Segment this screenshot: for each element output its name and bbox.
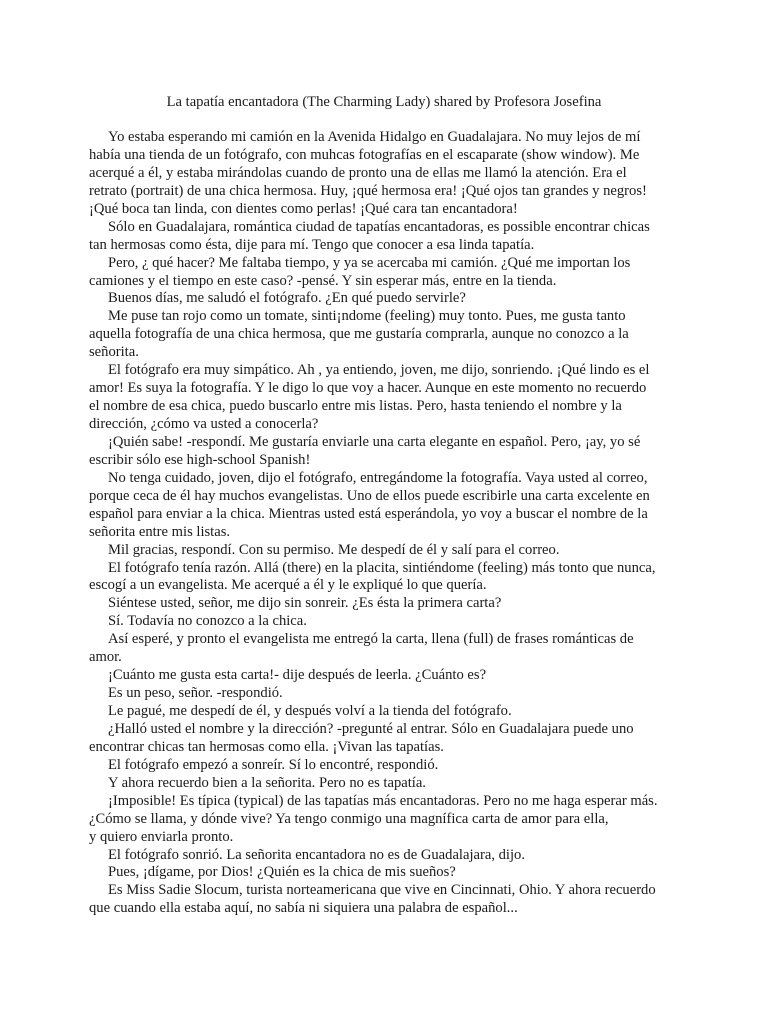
- text-line: retrato (portrait) de una chica hermosa. Huy, ¡qué hermosa era! ¡Qué ojos tan grandes y negros!: [89, 182, 647, 199]
- text-line: El fotógrafo era muy simpático. Ah , ya entiendo, joven, me dijo, sonriendo. ¡Qué lindo es el: [108, 362, 650, 379]
- text-line: y quiero enviarla pronto.: [89, 828, 234, 845]
- text-line: español para enviar a la chica. Mientras usted está esperándola, yo voy a buscar el nombre de la: [89, 505, 648, 522]
- text-line: ¡Imposible! Es típica (typical) de las tapatías más encantadoras. Pero no me haga esperar más.: [108, 792, 658, 809]
- document-body: [89, 129, 689, 918]
- text-line: Es Miss Sadie Slocum, turista norteamericana que vive en Cincinnati, Ohio. Y ahora recuerdo: [108, 882, 656, 899]
- text-line: acerqué a él, y estaba mirándolas cuando de pronto una de ellas me llamó la atención. Era el: [89, 164, 627, 181]
- text-line: Pues, ¡dígame, por Dios! ¿Quién es la chica de mis sueños?: [108, 864, 456, 881]
- text-line: Así esperé, y pronto el evangelista me entregó la carta, llena (full) de frases románticas de: [108, 631, 634, 648]
- text-line: ¿Cómo se llama, y dónde vive? Ya tengo conmigo una magnífica carta de amor para ella,: [89, 810, 609, 827]
- text-line: No tenga cuidado, joven, dijo el fotógrafo, entregándome la fotografía. Vaya usted al correo,: [108, 469, 648, 486]
- text-line: camiones y el tiempo en este caso? -pensé. Y sin esperar más, entre en la tienda.: [89, 272, 557, 289]
- text-line: Siéntese usted, señor, me dijo sin sonreir. ¿Es ésta la primera carta?: [108, 595, 502, 612]
- text-line: amor.: [89, 649, 122, 666]
- text-line: Yo estaba esperando mi camión en la Avenida Hidalgo en Guadalajara. No muy lejos de mí: [108, 129, 641, 145]
- text-line: Me puse tan rojo como un tomate, sinti¡ndome (feeling) muy tonto. Pues, me gusta tanto: [108, 308, 626, 325]
- text-line: Mil gracias, respondí. Con su permiso. Me despedí de él y salí para el correo.: [108, 541, 560, 558]
- text-line: Le pagué, me despedí de él, y después volví a la tienda del fotógrafo.: [108, 703, 512, 719]
- text-line: porque ceca de él hay muchos evangelistas. Uno de ellos puede escribirle una carta excelente en: [89, 487, 650, 504]
- text-line: el nombre de esa chica, puedo buscarlo entre mis listas. Pero, hasta teniendo el nombre y la: [89, 398, 622, 415]
- text-line: ¡Quién sabe! -respondí. Me gustaría enviarle una carta elegante en español. Pero, ¡ay, yo sé: [108, 433, 641, 450]
- text-line: ¿Halló usted el nombre y la dirección? -pregunté al entrar. Sólo en Guadalajara puede uno: [108, 720, 634, 737]
- text-line: señorita entre mis listas.: [89, 523, 231, 540]
- text-line: encontrar chicas tan hermosas como ella. ¡Vivan las tapatías.: [89, 738, 444, 755]
- text-line: Es un peso, señor. -respondió.: [108, 685, 283, 702]
- text-line: dirección, ¿cómo va usted a conocerla?: [89, 416, 319, 432]
- text-line: tan hermosas como ésta, dije para mí. Tengo que conocer a esa linda tapatía.: [89, 236, 535, 253]
- text-line: escogí a un evangelista. Me acerqué a él y le expliqué lo que quería.: [89, 577, 487, 594]
- text-line: ¡Qué boca tan linda, con dientes como perlas! ¡Qué cara tan encantadora!: [89, 200, 518, 217]
- text-line: Sí. Todavía no conozco a la chica.: [108, 613, 307, 630]
- text-line: que cuando ella estaba aquí, no sabía ni siquiera una palabra de español...: [89, 900, 518, 917]
- text-line: El fotógrafo empezó a sonreír. Sí lo encontré, respondió.: [108, 756, 439, 773]
- text-line: aquella fotografía de una chica hermosa, que me gustaría comprarla, aunque no conozco a la: [89, 326, 629, 343]
- text-line: ¡Cuánto me gusta esta carta!- dije después de leerla. ¿Cuánto es?: [108, 667, 487, 684]
- text-line: El fotógrafo sonrió. La señorita encantadora no es de Guadalajara, dijo.: [108, 846, 525, 863]
- text-line: Buenos días, me saludó el fotógrafo. ¿En qué puedo servirle?: [108, 290, 466, 307]
- text-line: Sólo en Guadalajara, romántica ciudad de tapatías encantadoras, es possible encontrar chicas: [108, 218, 650, 235]
- text-line: Y ahora recuerdo bien a la señorita. Pero no es tapatía.: [108, 774, 426, 791]
- document-title: La tapatía encantadora (The Charming Lady) shared by Profesora Josefina: [166, 94, 602, 110]
- text-line: amor! Es suya la fotografía. Y le digo lo que voy a hacer. Aunque en este momento no recuerdo: [89, 380, 647, 397]
- text-line: Pero, ¿ qué hacer? Me faltaba tiempo, y ya se acercaba mi camión. ¿Qué me importan los: [108, 254, 631, 271]
- text-line: había una tienda de un fotógrafo, con muhcas fotografías en el escaparate (show window). Me: [89, 146, 640, 163]
- text-line: El fotógrafo tenía razón. Allá (there) en la placita, sintiéndome (feeling) más tonto que nunca,: [108, 559, 656, 576]
- text-line: escribir sólo ese high-school Spanish!: [89, 451, 311, 468]
- text-line: señorita.: [89, 344, 139, 361]
